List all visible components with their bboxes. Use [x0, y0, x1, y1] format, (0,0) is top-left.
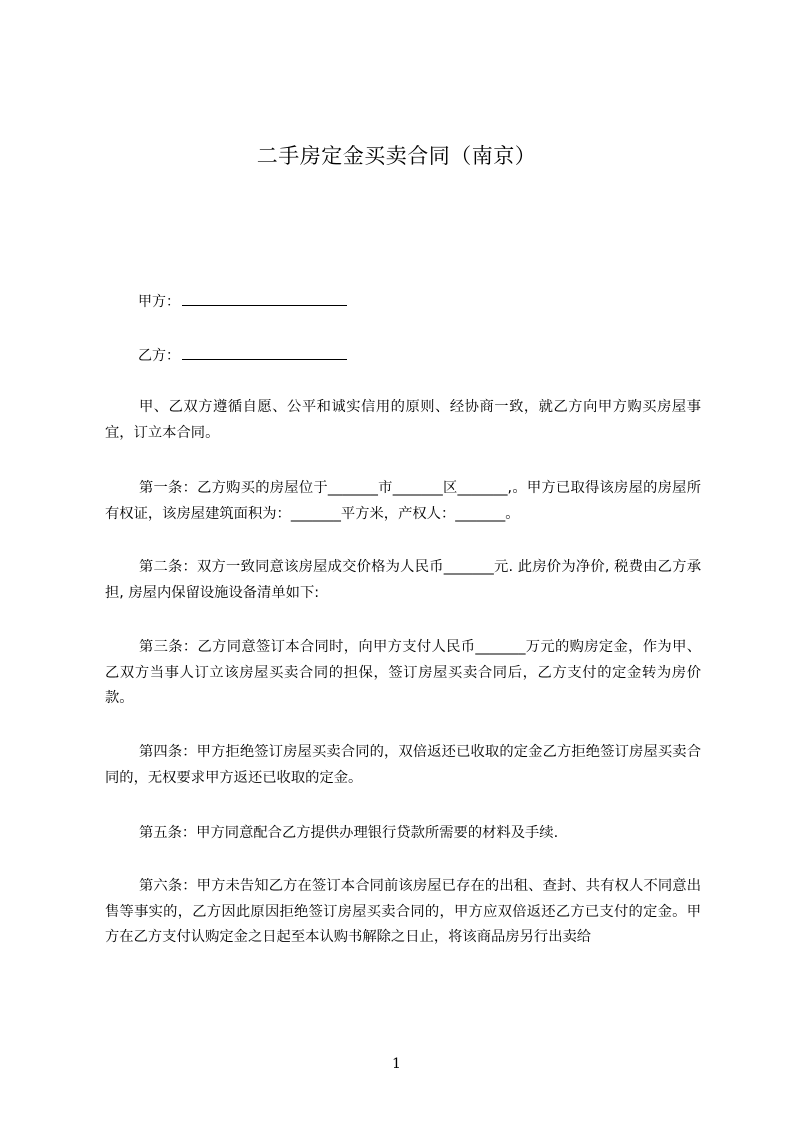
party-b-line	[138, 346, 347, 365]
article-3-paragraph: 第三条：乙方同意签订本合同时，向甲方支付人民币_______万元的购房定金，作为甲、乙双方当事人订立该房屋买卖合同的担保，签订房屋买卖合同后，乙方支付的定金转为房价款。	[105, 639, 701, 706]
article-4-paragraph: 第四条：甲方拒绝签订房屋买卖合同的，双倍返还已收取的定金乙方拒绝签订房屋买卖合同的，无权要求甲方返还已收取的定金。	[105, 744, 701, 786]
article-2-paragraph: 第二条：双方一致同意该房屋成交价格为人民币_______元. 此房价为净价, 税费由乙方承担, 房屋内保留设施设备清单如下:	[105, 559, 701, 601]
document-title: 二手房定金买卖合同（南京）	[256, 144, 537, 168]
party-b-label: 乙方：	[138, 348, 180, 364]
article-1-paragraph: 第一条：乙方购买的房屋位于_______市_______区_______,。甲方已取得该房屋的房屋所有权证，该房屋建筑面积为：_______平方米，产权人：_______。	[105, 480, 701, 522]
party-a-blank	[182, 292, 347, 306]
party-a-label: 甲方：	[138, 294, 180, 310]
article-5-paragraph: 第五条：甲方同意配合乙方提供办理银行贷款所需要的材料及手续.	[139, 825, 559, 841]
party-a-line	[138, 292, 347, 311]
party-b-blank	[182, 346, 347, 360]
article-6-paragraph: 第六条：甲方未告知乙方在签订本合同前该房屋已存在的出租、查封、共有权人不同意出售等事实的，乙方因此原因拒绝签订房屋买卖合同的，甲方应双倍返还乙方已支付的定金。甲方在乙方支付认购定金之日起至本认购书解除之日止，将该商品房另行出卖给	[105, 878, 701, 945]
page-number: 1	[392, 1056, 401, 1072]
preamble-paragraph: 甲、乙双方遵循自愿、公平和诚实信用的原则、经协商一致，就乙方向甲方购买房屋事宜，订立本合同。	[105, 399, 701, 441]
